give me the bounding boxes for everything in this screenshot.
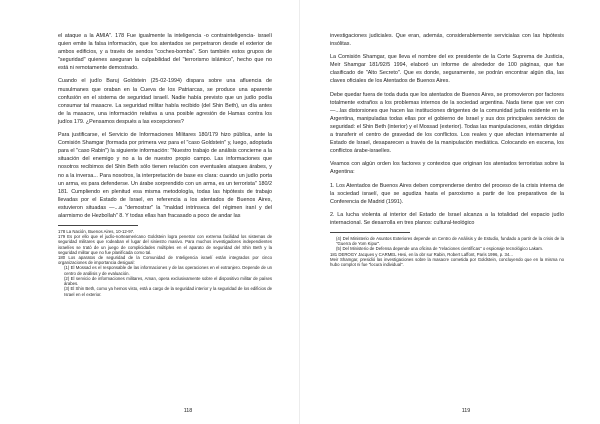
right-list-item-2: 2. La lucha violenta al interior del Estado de Israel alcanza a la totalidad del espacio judío internacional. Se desarrolla en tres planos: cultural-teológico	[330, 211, 564, 226]
right-paragraph-3: Debe quedar fuera de toda duda que los atentados de Buenos Aires, se promovieron por factores totalmente extraños a los problemas internos de la sociedad argentina. Nada tiene que ver con —...las distorsiones que hacen las instituciones dirigentes de la comunidad judía residente en la Argentina, manipuladas todas ellas por el gobierno de Israel y sus dos principales servicios de seguridad: el Shin Beth (interior) y el Mossad (exterior). Todas las manipulaciones, están dirigidas a transferir el centro de gravedad de los conflictos. Los reales y que afectan internamente al Estado de Israel, desaparecen a través de la manipulación mediática. Colocando en escena, los conflictos árabe-israelíes.	[330, 91, 564, 155]
right-paragraph-2: La Comisión Shamgar, que lleva el nombre del ex presidente de la Corte Suprema de Justicia, Meir Shamgar 181/92/5 1994, elaboró un informe de alrededor de 100 páginas, que fue clasificado de "Alto Secreto". Que es donde, seguramente, se podrán encontrar algún día, las claves oficiales de los Atentados de Buenos Aires.	[330, 54, 564, 85]
right-page	[300, 0, 600, 424]
left-paragraph-1: el ataque a la AMIA". 178 Fue igualmente la inteligencia -o contrainteligencia- israelí quien emite la falsa información, que los atentados se perpetraron desde el exterior de ambos edificios, y a través de sendos "coches-bomba". Son también estos grupos de "seguridad" quienes aseguran la culpabilidad del "terrorismo islámico", hecho que no está ni remotamente demostrado.	[58, 33, 272, 72]
right-footnote-3: 181 DEROGY Jacques y CARMEL Hesi, en la obr sur Rabin, Robert Laffont, Paris 1996, p. 34...	[330, 251, 513, 257]
right-footnote-4: Meir Shamgar, presidió las investigaciones sobre la masacre cometida por Goldstein, concluyendo que en la misma no hubo complot ni fue "locura individual".	[330, 256, 564, 267]
right-page-number: 119	[461, 408, 471, 414]
right-paragraph-4: Veamos con algún orden los factores y contextos que originan los atentados terroristas sobre la Argentina:	[330, 161, 564, 176]
right-list-item-1: 1. Los Atentados de Buenos Aires deben comprenderse dentro del proceso de la crisis interna de la sociedad israelí, que se agudiza hasta el paroxismo a partir de los preparativos de la Conferencia de Madrid (1991).	[330, 182, 564, 205]
right-footnote-1: (4) Del Ministerio de Asuntos Exteriores depende un Centro de Análisis y de Estudio, fundado a partir de la crisis de la "Guerra de Yom Kipur".	[336, 235, 564, 247]
footnote-divider	[58, 225, 138, 226]
left-footnote-2: 179 Es por ello que el judío-norteamericano Goldstein logra penetrar con extrema facilidad los sistemas de seguridad militares que rodeaban el lugar del siniestro masivo. Para muchos investigadores independientes israelíes se trató de un juego de complicidades múltiples en el aparato de seguridad del Shin Beth y la seguridad militar que no fue planificada como tal.	[58, 234, 272, 255]
left-footnote-4: (1) El Mossad es el responsable de las informaciones y de las operaciones en el extranjero. Depende de un centro de análisis y de evaluación.	[64, 265, 272, 276]
left-footnote-5: (2) El servicio de informaciones militares, Aman, opera exclusivamente sobre el dispositivo militar de países árabes.	[64, 275, 272, 287]
left-page-number: 118	[183, 408, 193, 414]
footnote-divider	[330, 232, 410, 233]
left-paragraph-2: Cuando el judío Baruj Goldstein (25-02-1994) dispara sobre una afluencia de musulmanes que oraban en la Cueva de los Patriarcas, se produce una aparente confusión en el sistema de seguridad israelí. Nadie había previsto que un judío podía consumar tal masacre. La seguridad militar había recibido (del Shin Beth), un día antes de la masacre, una información relativa a una posible agresión de Hamas contra los judíos 179. ¿Pensamos después a las excepciones?	[58, 78, 272, 125]
right-footnote-2: (5) Del Ministerio de Defensa depende una oficina de "relaciones científicas" o espionaje tecnológico Lakam.	[336, 246, 544, 252]
left-paragraph-3: Para justificarse, el Servicio de Informaciones Militares 180/179 hizo pública, ante la Comisión Shamgar (formada por primera vez para el "caso Goldstein" y, luego, adoptada para el "caso Rabin") la siguiente información: "Nuestro trabajo de análisis concierne a la situación del enemigo y no a la de nuestro propio campo. Las informaciones que nosotros recibimos del Shin Beth sólo tienen relación con eventuales ataques árabes, y no a la inversa... Para nosotros, la interpretación de base es clara: cuando un judío porta un arma, es para defenderse. Un árabe sorprendido con un arma, es un terrorista" 180/2 181. Cumpliendo en plenitud esa misma metodología, todas las hipótesis de trabajo llevadas por el Estado de Israel, en referencia a los atentados de Buenos Aires, estuvieron situadas —...a "demostrar" la "maldad intrínseca del régimen iraní y del alarmismo de Hezbollah" 8. Y todas ellas han fracasado a poco de andar las	[58, 132, 272, 219]
left-footnote-3: 180 Los aparatos de seguridad de la Comunidad de Inteligencia israelí están integrados por cinco organizaciones de importancia desigual:	[58, 255, 272, 266]
left-footnote-1: 178 La Nación, Buenos Aires, 10-12-97.	[58, 229, 135, 235]
left-footnote-6: (3) El Shin Beth, como ya hemos visto, está a cargo de la seguridad interior y la seguridad de los edificios de Israel en el exterior.	[64, 286, 272, 297]
right-paragraph-1: investigaciones judiciales. Que eran, además, considerablemente servicialas con las hipótesis insólitas.	[330, 33, 564, 48]
